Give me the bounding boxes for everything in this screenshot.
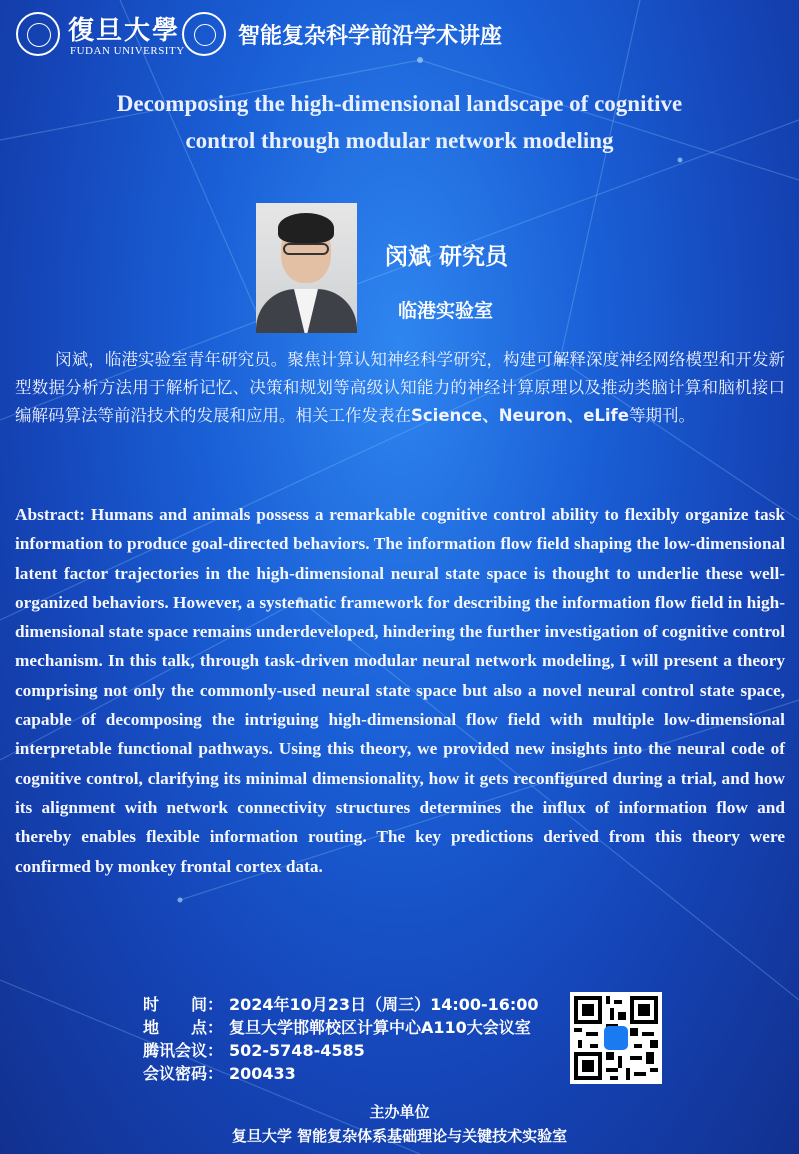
organizer <box>0 1100 799 1148</box>
tencent-meeting-logo-icon <box>604 1026 628 1050</box>
event-info <box>143 993 539 1085</box>
meeting-row <box>143 1039 539 1062</box>
place-row <box>143 1016 539 1039</box>
time-row <box>143 993 539 1016</box>
abstract: Abstract: Humans and animals possess a remarkable cognitive control ability to flexibly organize task information to produce goal-directed behaviors. The information flow field shaping the low-dimensional latent factor trajectories in the high-dimensional neural state space is thought to underlie these well-organized behaviors. However, a systematic framework for describing the information flow field in high-dimensional state space remains underdeveloped, hindering the further investigation of cognitive control mechanism. In this talk, through task-driven modular neural network modeling, I will present a theory comprising not only the commonly-used neural state space but also a novel neural control state space, capable of decomposing the intriguing high-dimensional flow field with multiple low-dimensional interpretable functional pathways. Using this theory, we provided new insights into the neural code of cognitive control, clarifying its minimal dimensionality, how it gets reconfigured during a trial, and how its alignment with network connectivity structures determines the influx of information flow and thereby enables flexible information routing. The key predictions derived from this theory were confirmed by monkey frontal cortex data. <box>15 505 785 876</box>
password-label: 会议密码： <box>143 1064 224 1083</box>
university-en-name: FUDAN UNIVERSITY <box>70 45 185 57</box>
talk-title-line-2: control through modular network modeling <box>185 128 614 153</box>
talk-title-line-1: Decomposing the high-dimensional landscape of cognitive <box>116 91 683 116</box>
speaker-bio <box>15 346 785 430</box>
bio-tail: 等期刊。 <box>628 406 695 425</box>
fudan-seal-icon <box>16 12 60 56</box>
speaker-affiliation: 临港实验室 <box>398 300 494 322</box>
bio-text: 闵斌，临港实验室青年研究员。聚焦计算认知神经科学研究，构建可解释深度神经网络模型和开发新型数据分析方法用于解析记忆、决策和规划等高级认知能力的神经计算原理以及推动类脑计算和脑机接口编解码算法等前沿技术的发展和应用。相关工作发表在 <box>15 350 785 425</box>
password-row <box>143 1062 539 1085</box>
lecture-seal-icon <box>182 12 226 56</box>
series-title: 智能复杂科学前沿学术讲座 <box>238 24 503 49</box>
header <box>10 8 790 60</box>
speaker-photo <box>256 203 357 333</box>
password-value: 200433 <box>229 1064 296 1083</box>
place-value: 复旦大学邯郸校区计算中心A110大会议室 <box>229 1018 531 1037</box>
speaker-name: 闵斌 研究员 <box>385 244 509 270</box>
university-name: 復旦大學 <box>68 16 181 46</box>
meeting-label: 腾讯会议： <box>143 1041 224 1060</box>
place-label: 地 点： <box>143 1018 224 1037</box>
time-label: 时 间： <box>143 995 224 1014</box>
organizer-value: 复旦大学 智能复杂体系基础理论与关键技术实验室 <box>231 1127 568 1145</box>
bio-publications: Science、Neuron、eLife <box>411 406 629 425</box>
qr-code-icon[interactable] <box>570 992 662 1084</box>
talk-title <box>20 85 779 159</box>
time-value: 2024年10月23日（周三）14:00-16:00 <box>229 995 539 1014</box>
meeting-value: 502-5748-4585 <box>229 1041 365 1060</box>
organizer-label: 主办单位 <box>369 1103 430 1121</box>
